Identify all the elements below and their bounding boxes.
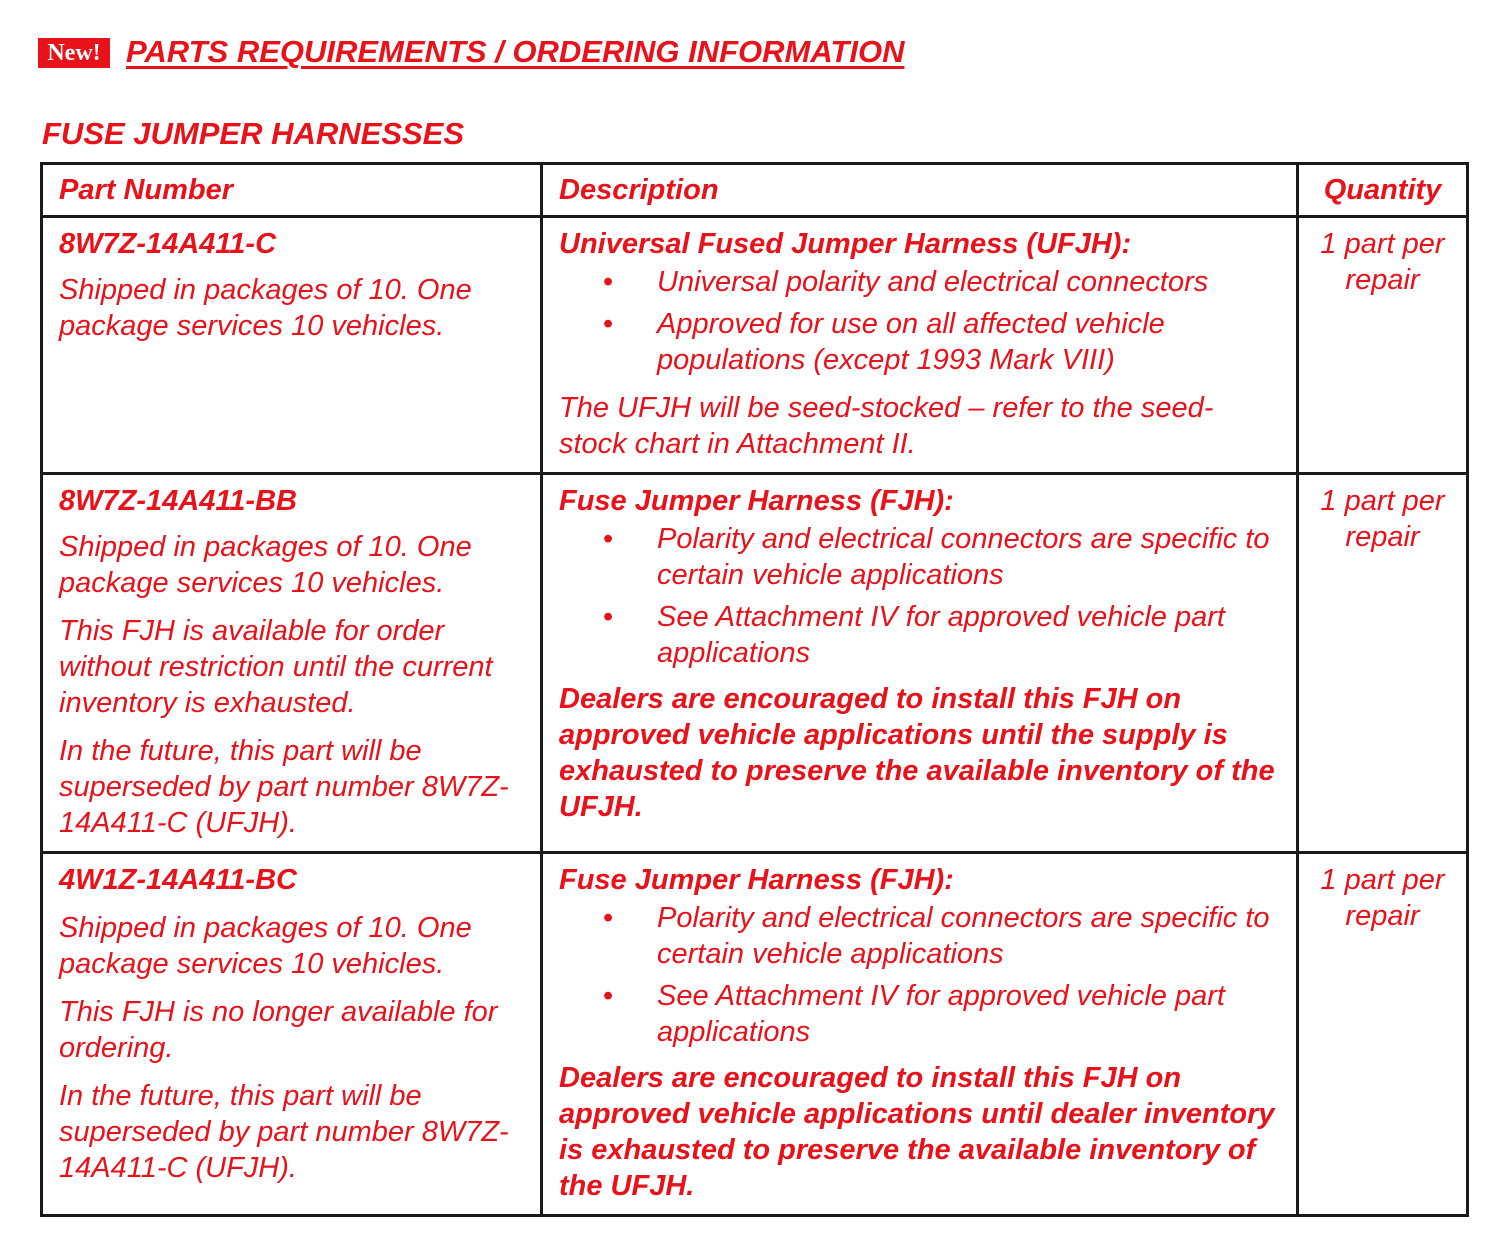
list-item bbox=[559, 521, 1280, 593]
part-note: Shipped in packages of 10. One package services 10 vehicles. bbox=[59, 531, 472, 599]
list-item bbox=[559, 306, 1280, 378]
list-item bbox=[559, 264, 1280, 300]
column-header-quantity: Quantity bbox=[1298, 164, 1468, 217]
part-number-cell bbox=[42, 853, 542, 1216]
description-note: Dealers are encouraged to install this FJH on approved vehicle applications until the supply is exhausted to preserve the available inventory of the UFJH. bbox=[559, 683, 1275, 823]
description-bullets bbox=[559, 521, 1280, 671]
description-title: Universal Fused Jumper Harness (UFJH): bbox=[559, 228, 1132, 260]
part-number: 8W7Z-14A411-C bbox=[59, 228, 277, 260]
table-row bbox=[42, 217, 1468, 474]
description-title: Fuse Jumper Harness (FJH): bbox=[559, 485, 954, 517]
bullet-icon: • bbox=[603, 266, 614, 298]
list-item bbox=[559, 599, 1280, 671]
bullet-text: See Attachment IV for approved vehicle part applications bbox=[657, 980, 1225, 1048]
quantity-cell: 1 part per repair bbox=[1298, 217, 1468, 474]
description-note: The UFJH will be seed-stocked – refer to the seed-stock chart in Attachment II. bbox=[559, 392, 1214, 460]
table-header-row bbox=[42, 164, 1468, 217]
quantity-cell: 1 part per repair bbox=[1298, 474, 1468, 853]
part-note: In the future, this part will be superseded by part number 8W7Z-14A411-C (UFJH). bbox=[59, 735, 509, 839]
description-title: Fuse Jumper Harness (FJH): bbox=[559, 864, 954, 896]
description-cell bbox=[542, 217, 1298, 474]
bullet-icon: • bbox=[603, 523, 614, 555]
new-badge: New! bbox=[38, 38, 110, 68]
page-title: PARTS REQUIREMENTS / ORDERING INFORMATION bbox=[126, 34, 905, 69]
part-note: In the future, this part will be superseded by part number 8W7Z-14A411-C (UFJH). bbox=[59, 1080, 509, 1184]
description-bullets bbox=[559, 264, 1280, 378]
bullet-text: Polarity and electrical connectors are specific to certain vehicle applications bbox=[657, 523, 1270, 591]
bullet-text: Approved for use on all affected vehicle populations (except 1993 Mark VIII) bbox=[657, 308, 1165, 376]
part-number-cell bbox=[42, 474, 542, 853]
bullet-icon: • bbox=[603, 980, 614, 1012]
list-item bbox=[559, 900, 1280, 972]
section-title: FUSE JUMPER HARNESSES bbox=[42, 116, 465, 151]
quantity-cell: 1 part per repair bbox=[1298, 853, 1468, 1216]
part-note: This FJH is no longer available for ordering. bbox=[59, 996, 498, 1064]
bullet-icon: • bbox=[603, 601, 614, 633]
part-number: 4W1Z-14A411-BC bbox=[59, 864, 297, 896]
column-header-part-number: Part Number bbox=[42, 164, 542, 217]
bullet-icon: • bbox=[603, 902, 614, 934]
description-cell bbox=[542, 474, 1298, 853]
list-item bbox=[559, 978, 1280, 1050]
part-note: Shipped in packages of 10. One package services 10 vehicles. bbox=[59, 912, 472, 980]
part-note: This FJH is available for order without restriction until the current inventory is exhausted. bbox=[59, 615, 493, 719]
bullet-icon: • bbox=[603, 308, 614, 340]
description-cell bbox=[542, 853, 1298, 1216]
bullet-text: Universal polarity and electrical connectors bbox=[657, 266, 1209, 298]
part-note: Shipped in packages of 10. One package services 10 vehicles. bbox=[59, 274, 472, 342]
description-note: Dealers are encouraged to install this FJH on approved vehicle applications until dealer inventory is exhausted to preserve the available inventory of the UFJH. bbox=[559, 1062, 1275, 1202]
part-number: 8W7Z-14A411-BB bbox=[59, 485, 297, 517]
table-row bbox=[42, 853, 1468, 1216]
column-header-description: Description bbox=[542, 164, 1298, 217]
part-number-cell bbox=[42, 217, 542, 474]
parts-table bbox=[40, 162, 1469, 1217]
description-bullets bbox=[559, 900, 1280, 1050]
bullet-text: Polarity and electrical connectors are specific to certain vehicle applications bbox=[657, 902, 1270, 970]
table-row bbox=[42, 474, 1468, 853]
bullet-text: See Attachment IV for approved vehicle part applications bbox=[657, 601, 1225, 669]
